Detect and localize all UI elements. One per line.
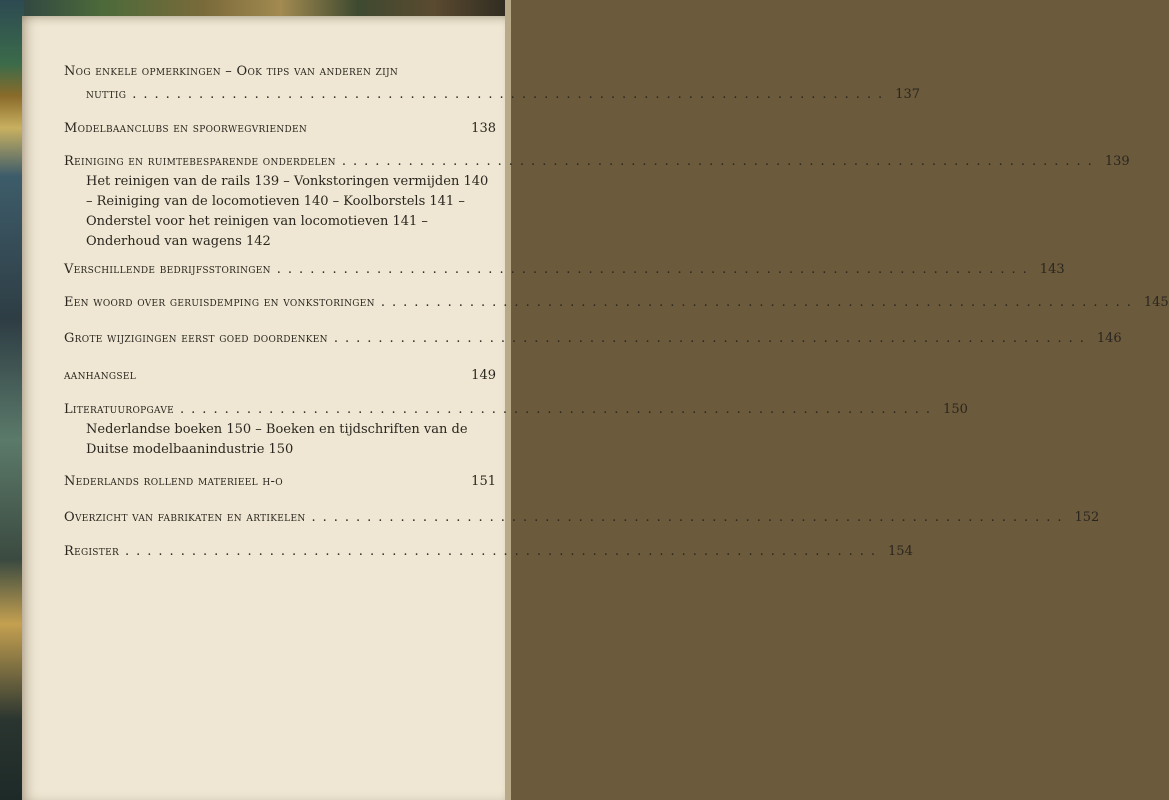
toc-entry-page: 154 — [888, 544, 913, 559]
leader-dots: .................................................................... — [311, 510, 1069, 525]
toc-entry-page: 137 — [895, 87, 921, 102]
toc-entry-title: Verschillende bedrijfsstoringen — [64, 262, 271, 277]
toc-entry-page: 139 — [1104, 154, 1130, 169]
toc-entry-title: Nederlands rollend materieel h-o — [64, 474, 283, 489]
toc-entry-subtopics: Het reinigen van de rails 139 – Vonkstoringen vermijden 140 – Reiniging van de locomotieven 140 – Koolborstels 141 – Onderstel voor het reinigen van locomotieven 141 – Onderhoud van wagens 142 — [86, 174, 489, 249]
toc-entry — [64, 119, 496, 138]
toc-entry — [64, 366, 496, 385]
toc-entry — [64, 508, 1100, 527]
toc-entry-title: Nog enkele opmerkingen – Ook tips van anderen zijn — [64, 64, 399, 79]
toc-entry-title: Grote wijzigingen eerst goed doordenken — [64, 331, 328, 346]
toc-entry-page: 143 — [1039, 262, 1065, 277]
toc-entry-page: 146 — [1096, 331, 1122, 346]
toc-entry-title: Overzicht van fabrikaten en artikelen — [64, 510, 306, 525]
toc-entry — [64, 293, 1169, 312]
toc-entry-page: 152 — [1074, 510, 1100, 525]
toc-entry-title: Een woord over geruisdemping en vonkstoringen — [64, 295, 375, 310]
leader-dots: .................................................................... — [380, 295, 1138, 310]
toc-entry-title: Reiniging en ruimtebesparende onderdelen — [64, 154, 336, 169]
toc-entry-page: 138 — [471, 121, 496, 136]
leader-dots: .................................................................... — [180, 402, 938, 417]
leader-dots: .................................................................... — [341, 154, 1099, 169]
toc-entry-title: aanhangsel — [64, 368, 136, 383]
toc-entry-subtopics: Nederlandse boeken 150 – Boeken en tijdschriften van de Duitse modelbaanindustrie 150 — [86, 422, 468, 457]
toc-entry — [64, 329, 1122, 348]
book-page — [22, 16, 1169, 800]
leader-dots: .................................................................... — [276, 262, 1034, 277]
toc-entry-page: 149 — [471, 368, 496, 383]
toc-entry-title-continued: nuttig — [86, 87, 127, 102]
toc-entry-page: 150 — [943, 402, 968, 417]
toc-entry — [64, 62, 921, 104]
toc-entry-title: Literatuuropgave — [64, 402, 175, 417]
toc-entry — [64, 472, 496, 491]
leader-dots: .................................................................... — [333, 331, 1091, 346]
toc-entry — [64, 152, 1130, 252]
toc-entry-title: Register — [64, 544, 120, 559]
leader-dots: .................................................................... — [125, 544, 883, 559]
toc-entry — [64, 260, 1065, 279]
toc-entry — [64, 542, 913, 561]
toc-entry-page: 145 — [1143, 295, 1169, 310]
toc-entry-title: Modelbaanclubs en spoorwegvrienden — [64, 121, 308, 136]
book-cover-left-edge — [0, 0, 24, 800]
leader-dots: .................................................................... — [132, 87, 890, 102]
toc-entry — [64, 400, 968, 460]
toc-entry-page: 151 — [471, 474, 496, 489]
